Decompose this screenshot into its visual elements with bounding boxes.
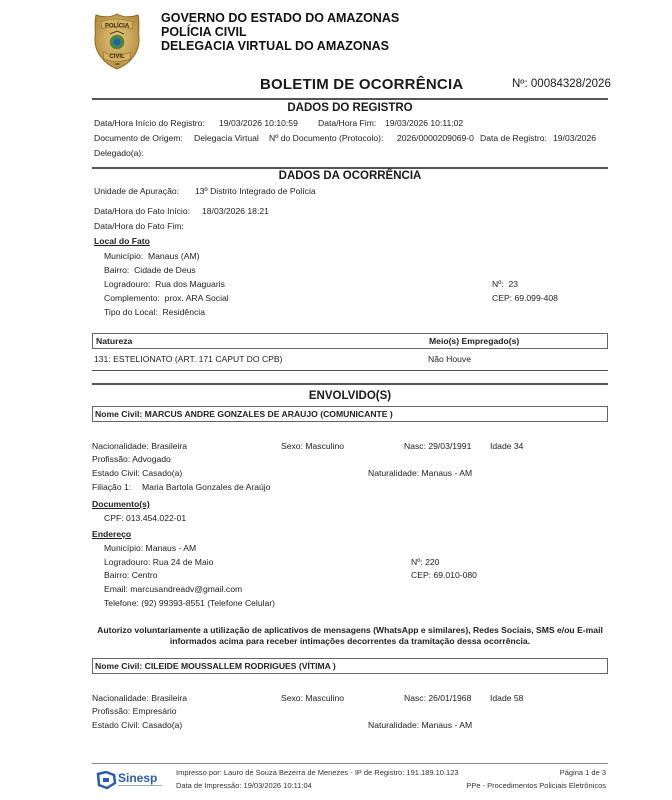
section-heading-registro: DADOS DO REGISTRO [287, 102, 413, 114]
svg-text:AM: AM [114, 62, 120, 66]
person-filiacao-value: Maria Bartola Gonzales de Araújo [142, 482, 271, 492]
document-number-value: 00084328/2026 [530, 78, 611, 90]
registro-protocolo-value: 2026/0000209069-0 [397, 133, 474, 143]
local-municipio [104, 251, 200, 261]
local-logradouro-value: Rua dos Maguaris [155, 279, 225, 289]
local-fato-heading: Local do Fato [94, 236, 150, 246]
endereco-email: Email: marcusandreadv@gmail.com [104, 584, 243, 594]
footer-impresso-por: Impresso por: Lauro de Souza Bezerra de Menezes - IP de Registro: 191.189.10.123 [176, 768, 459, 777]
header-delegacia: DELEGACIA VIRTUAL DO AMAZONAS [161, 39, 390, 53]
header-government: GOVERNO DO ESTADO DO AMAZONAS [161, 11, 400, 25]
person-idade: Idade 34 [490, 441, 524, 451]
person-name-box [92, 406, 608, 422]
natureza-col-header: Natureza [96, 336, 133, 346]
local-complemento [104, 293, 229, 303]
document-number-label: Nº: [512, 78, 528, 90]
fato-inicio-label: Data/Hora do Fato Início: [94, 206, 191, 216]
registro-inicio-value: 19/03/2026 10:10:59 [219, 118, 298, 128]
local-logradouro [104, 279, 225, 289]
registro-origem-value: Delegacia Virtual [194, 133, 259, 143]
sinesp-logo [95, 769, 165, 791]
meio-col-header: Meio(s) Empregado(s) [429, 336, 520, 346]
local-bairro-label: Bairro: [104, 265, 130, 275]
natureza-cell: 131: ESTELIONATO (ART. 171 CAPUT DO CPB) [94, 354, 283, 364]
registro-origem-label: Documento de Origem: [94, 133, 183, 143]
local-complemento-label: Complemento: [104, 293, 160, 303]
registro-data-value: 19/03/2026 [553, 133, 597, 143]
person-nacionalidade: Nacionalidade: Brasileira [92, 441, 188, 451]
sinesp-tagline [118, 785, 162, 786]
divider [92, 383, 608, 385]
local-numero-value: 23 [508, 279, 519, 289]
person-profissao: Profissão: Empresário [92, 706, 177, 716]
person-estado-civil: Estado Civil: Casado(a) [92, 468, 183, 478]
person-name: Nome Civil: CILEIDE MOUSSALLEM RODRIGUES (VÍTIMA ) [95, 661, 336, 671]
person-idade: Idade 58 [490, 693, 524, 703]
footer-divider [92, 763, 608, 764]
local-municipio-label: Município: [104, 251, 144, 261]
endereco-municipio: Município: Manaus - AM [104, 543, 197, 553]
local-numero-label: Nº: [492, 279, 504, 289]
endereco-heading: Endereço [92, 529, 132, 539]
person-naturalidade: Naturalidade: Manaus - AM [368, 720, 473, 730]
person-naturalidade: Naturalidade: Manaus - AM [368, 468, 473, 478]
person-name-box [92, 658, 608, 674]
footer-data-impressao: Data de Impressão: 19/03/2026 10:11:04 [176, 781, 312, 790]
sinesp-logo-text: Sinesp [118, 771, 158, 785]
document-title: BOLETIM DE OCORRÊNCIA [260, 76, 464, 93]
local-cep [492, 293, 558, 303]
registro-delegado-label: Delegado(a): [94, 148, 144, 158]
local-cep-label: CEP: [492, 293, 513, 303]
local-bairro [104, 265, 196, 275]
svg-text:POLÍCIA: POLÍCIA [104, 23, 130, 30]
section-heading-ocorrencia: DADOS DA OCORRÊNCIA [278, 170, 422, 182]
registro-fim-value: 19/03/2026 10:11:02 [385, 118, 464, 128]
documentos-heading: Documento(s) [92, 499, 150, 509]
fato-inicio-value: 18/03/2026 18:21 [202, 206, 269, 216]
local-municipio-value: Manaus (AM) [147, 251, 200, 261]
person-profissao: Profissão: Advogado [92, 454, 171, 464]
divider [92, 370, 608, 371]
svg-text:CIVIL: CIVIL [109, 54, 125, 60]
divider [92, 98, 608, 100]
person-sexo: Sexo: Masculino [281, 693, 345, 703]
endereco-logradouro: Logradouro: Rua 24 de Maio [104, 557, 214, 567]
person-cpf: CPF: 013.454.022-01 [104, 513, 187, 523]
endereco-telefone: Telefone: (92) 99393-8551 (Telefone Celular) [104, 598, 276, 608]
local-logradouro-label: Logradouro: [104, 279, 151, 289]
header-police: POLÍCIA CIVIL [161, 25, 247, 39]
local-numero [492, 279, 518, 289]
unidade-value: 13º Distrito Integrado de Polícia [195, 186, 316, 196]
unidade-label: Unidade de Apuração: [94, 186, 180, 196]
person-sexo: Sexo: Masculino [281, 441, 345, 451]
registro-data-label: Data de Registro: [480, 133, 547, 143]
natureza-table-header [92, 333, 608, 349]
local-bairro-value: Cidade de Deus [134, 265, 196, 275]
footer-system-name: PPe - Procedimentos Policiais Eletrônicos [466, 781, 606, 790]
person-nacionalidade: Nacionalidade: Brasileira [92, 693, 188, 703]
local-cep-value: 69.099-408 [514, 293, 558, 303]
person-name: Nome Civil: MARCUS ANDRE GONZALES DE ARAUJO (COMUNICANTE ) [95, 409, 393, 419]
endereco-bairro: Bairro: Centro [104, 570, 158, 580]
fato-fim-label: Data/Hora do Fato Fim: [94, 221, 184, 231]
local-tipo [104, 307, 205, 317]
authorization-notice: Autorizo voluntariamente a utilização de aplicativos de mensagens (WhatsApp e similares), Redes Sociais, SMS e/ou E-mail informados acima para receber intimações decorrentes da tramitação dessa ocorrência. [97, 625, 603, 646]
local-complemento-value: prox. ARA Social [164, 293, 229, 303]
endereco-cep: CEP: 69.010-080 [411, 570, 477, 580]
registro-protocolo-label: Nº do Documento (Protocolo): [269, 133, 384, 143]
person-nasc: Nasc: 26/01/1968 [404, 693, 472, 703]
person-filiacao-label: Filiação 1: [92, 482, 132, 492]
document-number [512, 78, 611, 90]
meio-cell: Não Houve [428, 354, 471, 364]
divider [92, 167, 608, 169]
local-tipo-value: Residência [162, 307, 205, 317]
registro-inicio-label: Data/Hora Início do Registro: [94, 118, 205, 128]
police-badge-icon [94, 12, 140, 70]
endereco-numero: Nº: 220 [411, 557, 440, 567]
sinesp-logo-icon [95, 771, 117, 789]
registro-fim-label: Data/Hora Fim: [318, 118, 377, 128]
footer-page-number: Página 1 de 3 [559, 768, 606, 777]
police-badge-logo [94, 12, 140, 70]
person-estado-civil: Estado Civil: Casado(a) [92, 720, 183, 730]
local-tipo-label: Tipo do Local: [104, 307, 158, 317]
section-heading-envolvidos: ENVOLVIDO(S) [308, 390, 392, 402]
person-nasc: Nasc: 29/03/1991 [404, 441, 472, 451]
